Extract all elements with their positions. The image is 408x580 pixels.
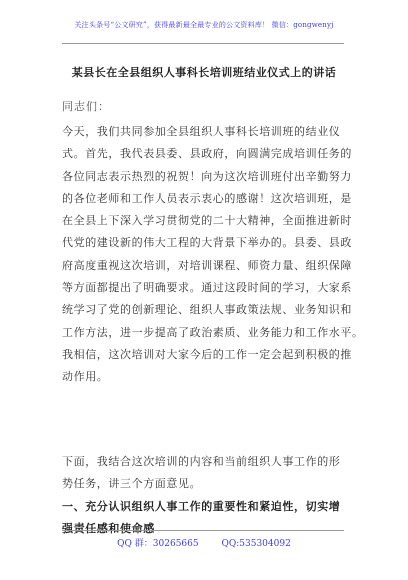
text-line: 府高度重视这次培训，对培训课程、师资力量、组织保障	[62, 258, 352, 272]
heading-line: 一、充分认识组织人事工作的重要性和紧迫性，切实增	[62, 500, 341, 513]
text-line: 各位同志表示热烈的祝贺！向为这次培训班付出辛勤努力	[62, 169, 352, 183]
document-title: 某县长在全县组织人事科长培训班结业仪式上的讲话	[71, 66, 337, 79]
text-line: 今天，我们共同参加全县组织人事科长培训班的结业仪	[62, 125, 341, 138]
text-line: 势任务，讲三个方面意见。	[62, 477, 202, 491]
paragraph-opening	[62, 121, 364, 389]
section-heading-1	[62, 496, 344, 540]
text-line: 在全县上下深入学习贯彻党的二十大精神，全面推进新时	[62, 214, 352, 228]
text-line: 代党的建设新的伟大工程的大背景下举办的。县委、县政	[62, 236, 352, 250]
text-line: 下面，我结合这次培训的内容和当前组织人事工作的形	[62, 455, 341, 468]
text-line: 我相信，这次培训对大家今后的工作一定会起到积极的推	[62, 347, 352, 361]
salutation: 同志们：	[62, 100, 110, 113]
text-line: 工作方法，进一步提高了政治素质、业务能力和工作水平。	[62, 325, 364, 339]
header-divider	[62, 43, 344, 44]
text-line: 等方面都提出了明确要求。通过这段时间的学习，大家系	[62, 281, 352, 295]
qq-group-number: QQ 群：30265665	[117, 539, 199, 549]
footer-divider	[62, 530, 344, 531]
text-line: 动作用。	[62, 370, 109, 384]
promo-header: 关注头条号“公文研究”，获得最新最全最专业的公文资料库！ 微信：gongwenyj	[74, 21, 334, 29]
heading-line: 强责任感和使命感	[62, 522, 155, 535]
text-line: 统学习了党的创新理论、组织人事政策法规、业务知识和	[62, 303, 352, 317]
promo-footer	[0, 536, 408, 549]
text-line: 的各位老师和工作人员表示衷心的感谢！这次培训班，是	[62, 191, 352, 205]
paragraph-transition	[62, 451, 344, 496]
text-line: 式。首先，我代表县委、县政府，向圆满完成培训任务的	[62, 147, 352, 161]
qq-number: QQ:535304092	[221, 539, 291, 549]
